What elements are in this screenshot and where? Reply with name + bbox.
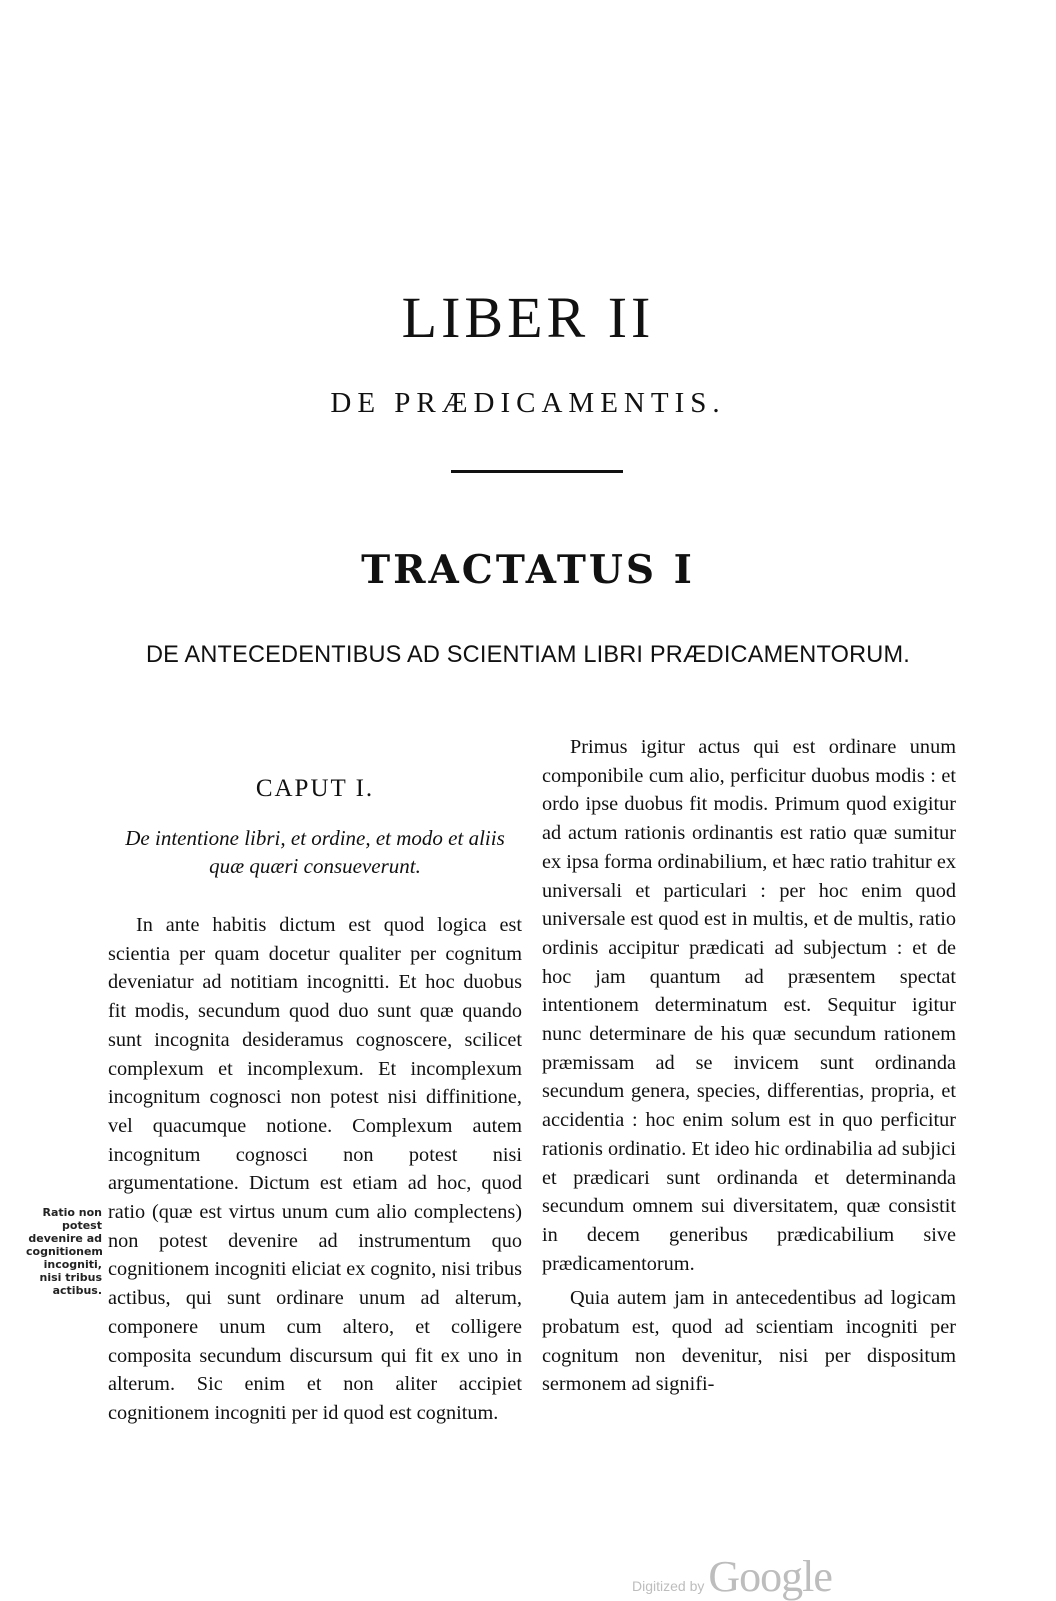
left-column (108, 911, 522, 1428)
chapter-subtitle: De intentione libri, et ordine, et modo et aliis quæ quæri consueverunt. (125, 826, 505, 878)
left-paragraph-1: In ante habitis dictum est quod logica est scientia per quam docetur qualiter per cognitum deveniatur ad notitiam incognitti. Et hoc duobus fit modis, secundum quod duo sunt quæ quando sunt incognita desideramus cognoscere, scilicet complexum et incomplexum. Et incomplexum incognitum cognosci non potest nisi diffinitione, vel quacumque notione. Complexum autem incognitum cognosci non potest nisi argumentatione. Dictum est etiam ad hoc, quod ratio (quæ est virtus unum cum alio complectens) non potest devenire ad instrumentum quo cognitionem incogniti eliciat ex cognito, nisi tribus actibus, qui sunt ordinare unum ad alterum, componere unum cum altero, et colligere composita secundum discursum qui fit ex uno in alterum. Sic enim et non aliter accipiet cognitionem incogniti per id quod est cognitum. (108, 914, 523, 1424)
digitized-watermark (632, 1552, 852, 1601)
watermark-prefix: Digitized by (632, 1578, 705, 1594)
book-title: LIBER II (401, 285, 655, 350)
right-column (542, 733, 956, 1399)
tractatus-subtitle: DE ANTECEDENTIBUS AD SCIENTIAM LIBRI PRÆDICAMENTORUM. (145, 641, 911, 668)
title-divider (451, 470, 623, 473)
tractatus-title: TRACTATUS I (361, 547, 695, 593)
right-paragraph-2: Quia autem jam in antecedentibus ad logicam probatum est, quod ad scientiam incogniti per cognitum non devenitur, nisi per dispositum sermonem ad signifi- (542, 1287, 956, 1396)
book-subtitle: DE PRÆDICAMENTIS. (330, 387, 726, 419)
margin-note: Ratio non potest devenire ad cognitionem incogniti, nisi tribus actibus. (26, 1206, 103, 1297)
google-logo: Google (708, 1552, 832, 1601)
right-paragraph-1: Primus igitur actus qui est ordinare unum componibile cum alio, perficitur duobus modis : et ordo ipse duobus fit modis. Primum quod exigitur ad actum rationis ordinantis est ratio quæ sumitur ex ipsa forma ordinabilium, et hæc ratio trahitur ex universali et particulari : per hoc enim quod universale est quod est in multis, et de multis, ratio ordinis accipitur prædicati ad subjectum : et de hoc jam quantum ad præsentem spectat intentionem determinatum est. Sequitur igitur nunc determinare de his quæ secundum rationem præmissam ad se invicem sunt ordinanda secundum genera, species, differentias, propria, et accidentia : hoc enim solum est in quo perficitur rationis ordinatio. Et ideo hic ordinabilia ad subjici et prædicari sunt ordinanda et determinanda secundum omnem sui diversitatem, quæ consistit in decem generibus prædicabilium sive prædicamentorum. (542, 736, 956, 1275)
chapter-heading: CAPUT I. (255, 775, 375, 802)
